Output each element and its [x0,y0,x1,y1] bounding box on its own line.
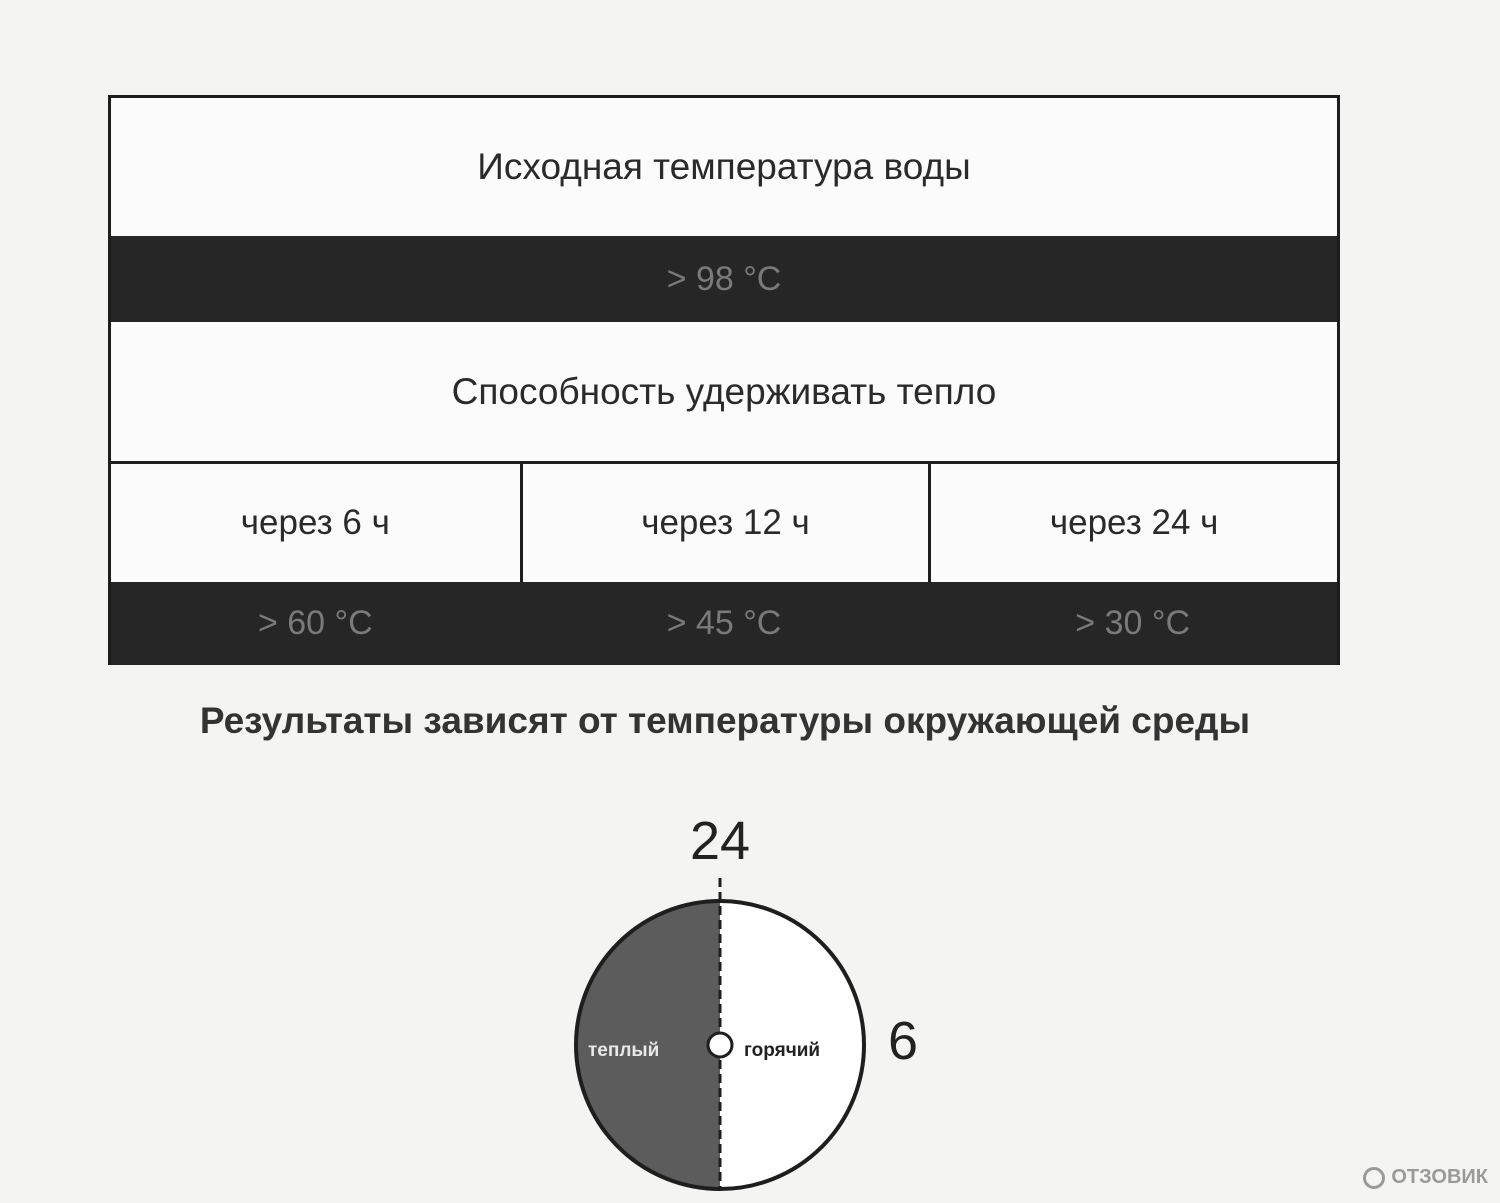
period-values-row [111,582,1337,665]
heat-retention-table [108,95,1340,665]
period-12h: через 12 ч [520,464,929,582]
hot-label: горячий [744,1040,821,1061]
value-6h: > 60 °C [257,604,373,642]
period-6h: через 6 ч [240,503,390,542]
period-row [111,464,1337,582]
warm-label: теплый [588,1040,660,1061]
watermark [1363,1166,1488,1189]
initial-temperature-title: Исходная температура воды [477,146,971,187]
dial-label-24: 24 [689,811,751,871]
value-24h: > 30 °C [1075,604,1190,642]
watermark-text: ОТЗОВИК [1391,1166,1488,1188]
dial-knob-icon [708,1033,732,1057]
temperature-dial [560,800,960,1200]
dial-label-6: 6 [888,1011,919,1071]
otzovik-logo-icon [1363,1167,1385,1189]
heat-retention-title: Способность удерживать тепло [111,322,1337,464]
value-12h: > 45 °C [666,604,782,642]
initial-temperature-value: > 98 °C [111,236,1337,322]
ambient-temperature-note: Результаты зависят от температуры окружающей среды [199,700,1251,741]
period-24h: через 24 ч [928,464,1337,582]
